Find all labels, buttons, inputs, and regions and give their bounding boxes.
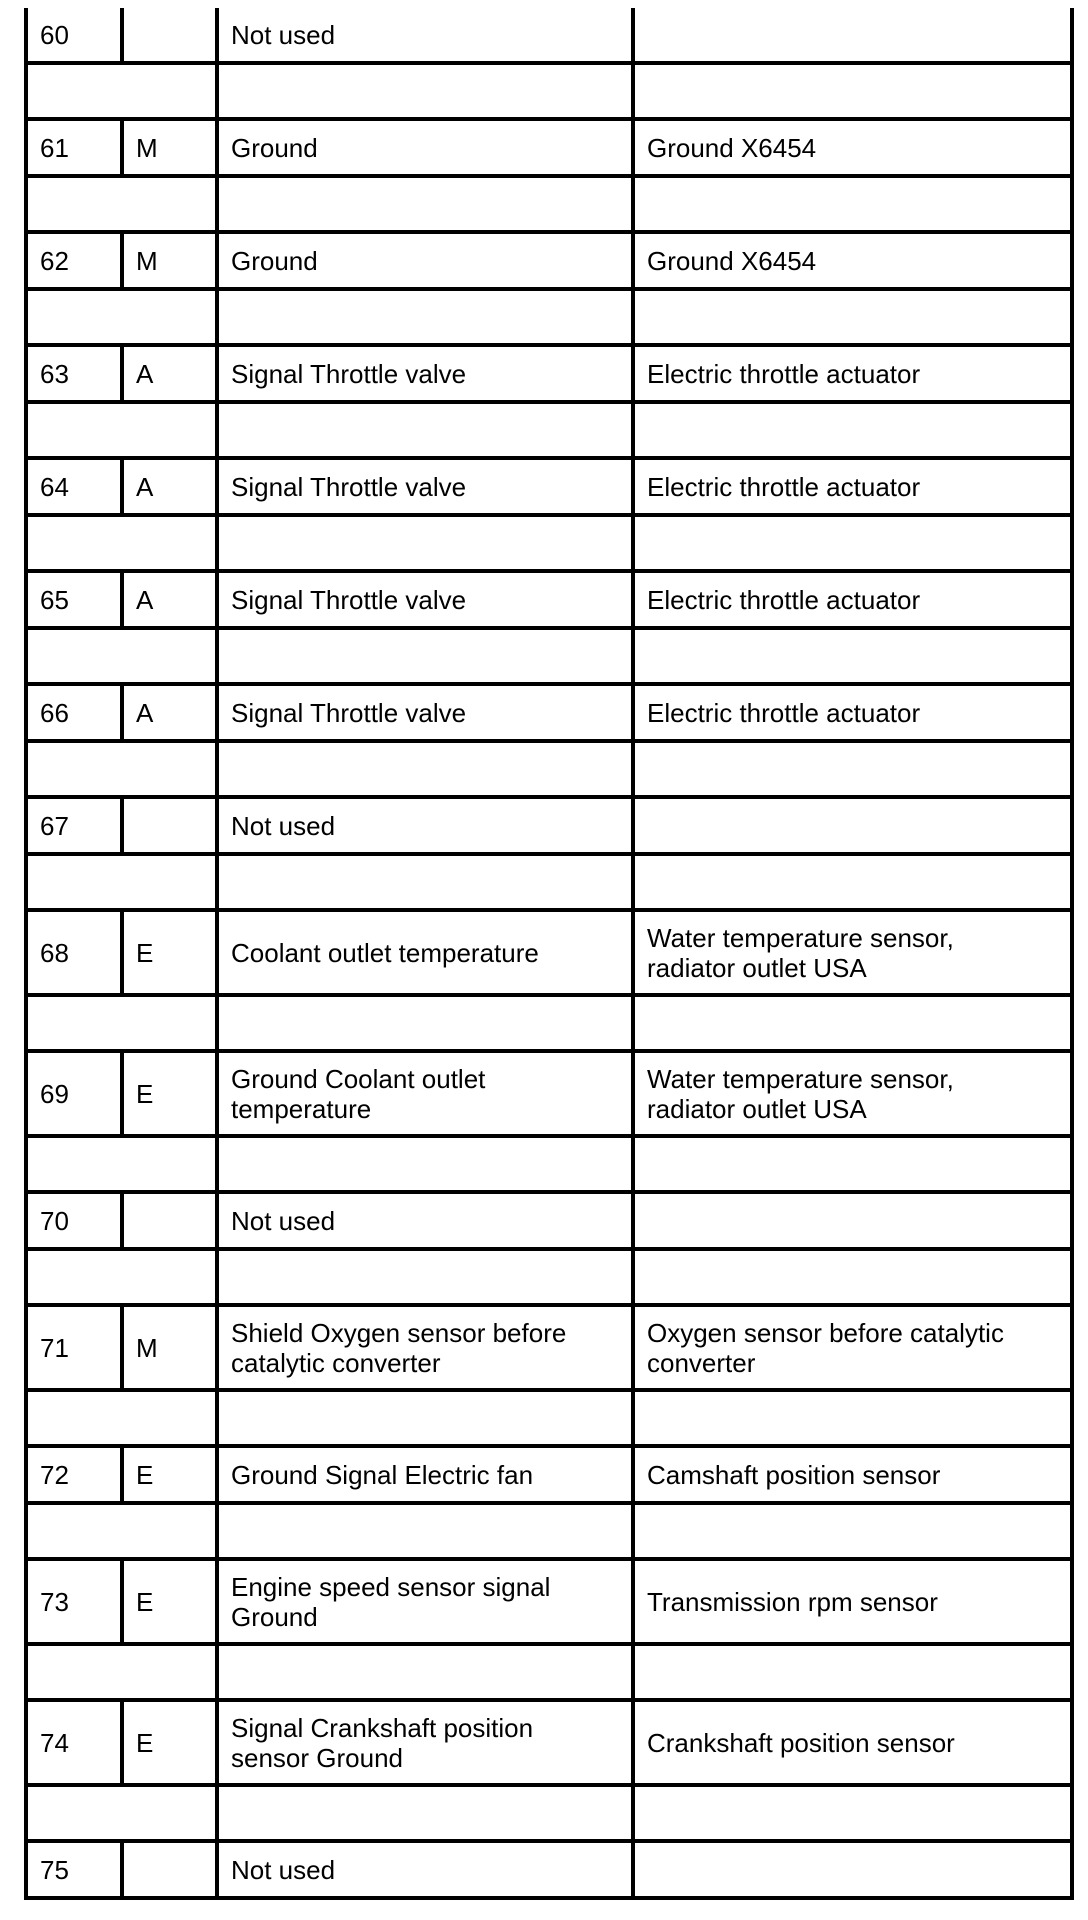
pin-number-cell: 60: [26, 8, 122, 63]
spacer-cell: [633, 63, 1072, 119]
function-cell: Not used: [217, 1841, 633, 1898]
table-row: [26, 232, 1072, 289]
pin-number-cell: 71: [26, 1305, 122, 1390]
destination-cell: Ground X6454: [633, 232, 1072, 289]
table-row: [26, 571, 1072, 628]
pin-number-cell: 67: [26, 797, 122, 854]
destination-cell: Crankshaft position sensor: [633, 1700, 1072, 1785]
pin-number-cell: 66: [26, 684, 122, 741]
spacer-cell: [26, 402, 217, 458]
destination-cell: [633, 797, 1072, 854]
signal-type-cell: M: [122, 1305, 217, 1390]
function-cell: Ground Coolant outlet temperature: [217, 1051, 633, 1136]
pin-number-cell: 64: [26, 458, 122, 515]
signal-type-cell: M: [122, 232, 217, 289]
pin-table-body: [26, 8, 1072, 1898]
spacer-row: [26, 995, 1072, 1051]
spacer-row: [26, 63, 1072, 119]
function-cell: Shield Oxygen sensor before catalytic converter: [217, 1305, 633, 1390]
spacer-cell: [217, 515, 633, 571]
spacer-cell: [217, 1390, 633, 1446]
function-cell: Not used: [217, 797, 633, 854]
table-row: [26, 1051, 1072, 1136]
spacer-row: [26, 854, 1072, 910]
table-row: [26, 1841, 1072, 1898]
pin-number-cell: 70: [26, 1192, 122, 1249]
spacer-cell: [26, 63, 217, 119]
spacer-cell: [26, 289, 217, 345]
destination-cell: Electric throttle actuator: [633, 571, 1072, 628]
pin-number-cell: 63: [26, 345, 122, 402]
signal-type-cell: E: [122, 1051, 217, 1136]
spacer-row: [26, 741, 1072, 797]
spacer-cell: [26, 995, 217, 1051]
spacer-cell: [217, 1785, 633, 1841]
spacer-cell: [633, 1249, 1072, 1305]
signal-type-cell: E: [122, 1559, 217, 1644]
table-row: [26, 458, 1072, 515]
spacer-cell: [633, 854, 1072, 910]
spacer-cell: [217, 402, 633, 458]
function-cell: Not used: [217, 1192, 633, 1249]
destination-cell: Water temperature sensor, radiator outlet USA: [633, 910, 1072, 995]
spacer-cell: [26, 1136, 217, 1192]
table-row: [26, 684, 1072, 741]
function-cell: Ground: [217, 119, 633, 176]
pin-number-cell: 68: [26, 910, 122, 995]
spacer-cell: [217, 995, 633, 1051]
signal-type-cell: A: [122, 571, 217, 628]
pin-number-cell: 72: [26, 1446, 122, 1503]
spacer-row: [26, 1503, 1072, 1559]
table-row: [26, 1305, 1072, 1390]
table-row: [26, 1446, 1072, 1503]
destination-cell: [633, 1192, 1072, 1249]
spacer-cell: [26, 1785, 217, 1841]
table-row: [26, 345, 1072, 402]
spacer-cell: [217, 628, 633, 684]
pin-number-cell: 65: [26, 571, 122, 628]
spacer-cell: [26, 741, 217, 797]
spacer-cell: [26, 1390, 217, 1446]
spacer-row: [26, 628, 1072, 684]
destination-cell: Electric throttle actuator: [633, 458, 1072, 515]
spacer-cell: [633, 741, 1072, 797]
spacer-cell: [633, 402, 1072, 458]
function-cell: Coolant outlet temperature: [217, 910, 633, 995]
spacer-row: [26, 1644, 1072, 1700]
signal-type-cell: [122, 797, 217, 854]
signal-type-cell: [122, 1192, 217, 1249]
destination-cell: Electric throttle actuator: [633, 345, 1072, 402]
spacer-cell: [633, 176, 1072, 232]
signal-type-cell: [122, 8, 217, 63]
function-cell: Ground: [217, 232, 633, 289]
table-row: [26, 119, 1072, 176]
pin-number-cell: 73: [26, 1559, 122, 1644]
spacer-cell: [26, 515, 217, 571]
spacer-cell: [26, 628, 217, 684]
spacer-row: [26, 515, 1072, 571]
spacer-cell: [26, 176, 217, 232]
pin-number-cell: 69: [26, 1051, 122, 1136]
function-cell: Signal Throttle valve: [217, 458, 633, 515]
spacer-row: [26, 1390, 1072, 1446]
spacer-cell: [633, 1503, 1072, 1559]
spacer-cell: [217, 741, 633, 797]
spacer-cell: [217, 1644, 633, 1700]
spacer-cell: [217, 1503, 633, 1559]
spacer-cell: [26, 1644, 217, 1700]
signal-type-cell: A: [122, 458, 217, 515]
signal-type-cell: A: [122, 345, 217, 402]
spacer-cell: [217, 1249, 633, 1305]
signal-type-cell: E: [122, 1446, 217, 1503]
pin-number-cell: 61: [26, 119, 122, 176]
spacer-cell: [217, 289, 633, 345]
table-row: [26, 1700, 1072, 1785]
table-row: [26, 910, 1072, 995]
spacer-row: [26, 289, 1072, 345]
function-cell: Signal Throttle valve: [217, 345, 633, 402]
function-cell: Ground Signal Electric fan: [217, 1446, 633, 1503]
spacer-row: [26, 1785, 1072, 1841]
pin-number-cell: 62: [26, 232, 122, 289]
spacer-cell: [633, 289, 1072, 345]
signal-type-cell: M: [122, 119, 217, 176]
spacer-row: [26, 402, 1072, 458]
spacer-row: [26, 176, 1072, 232]
pin-number-cell: 74: [26, 1700, 122, 1785]
table-row: [26, 1559, 1072, 1644]
function-cell: Engine speed sensor signal Ground: [217, 1559, 633, 1644]
spacer-row: [26, 1249, 1072, 1305]
destination-cell: Ground X6454: [633, 119, 1072, 176]
pin-assignment-table: [24, 8, 1074, 1900]
signal-type-cell: A: [122, 684, 217, 741]
table-row: [26, 1192, 1072, 1249]
function-cell: Not used: [217, 8, 633, 63]
spacer-cell: [26, 854, 217, 910]
spacer-cell: [633, 515, 1072, 571]
spacer-cell: [633, 1785, 1072, 1841]
destination-cell: Transmission rpm sensor: [633, 1559, 1072, 1644]
spacer-cell: [26, 1249, 217, 1305]
spacer-cell: [633, 995, 1072, 1051]
table-row: [26, 797, 1072, 854]
spacer-cell: [217, 854, 633, 910]
destination-cell: [633, 8, 1072, 63]
destination-cell: Water temperature sensor, radiator outlet USA: [633, 1051, 1072, 1136]
signal-type-cell: [122, 1841, 217, 1898]
spacer-cell: [217, 176, 633, 232]
destination-cell: [633, 1841, 1072, 1898]
spacer-cell: [217, 1136, 633, 1192]
function-cell: Signal Crankshaft position sensor Ground: [217, 1700, 633, 1785]
function-cell: Signal Throttle valve: [217, 571, 633, 628]
destination-cell: Electric throttle actuator: [633, 684, 1072, 741]
pin-number-cell: 75: [26, 1841, 122, 1898]
table-row: [26, 8, 1072, 63]
spacer-cell: [633, 1136, 1072, 1192]
spacer-row: [26, 1136, 1072, 1192]
spacer-cell: [26, 1503, 217, 1559]
function-cell: Signal Throttle valve: [217, 684, 633, 741]
spacer-cell: [633, 1390, 1072, 1446]
destination-cell: Oxygen sensor before catalytic converter: [633, 1305, 1072, 1390]
destination-cell: Camshaft position sensor: [633, 1446, 1072, 1503]
spacer-cell: [217, 63, 633, 119]
spacer-cell: [633, 1644, 1072, 1700]
signal-type-cell: E: [122, 1700, 217, 1785]
signal-type-cell: E: [122, 910, 217, 995]
spacer-cell: [633, 628, 1072, 684]
